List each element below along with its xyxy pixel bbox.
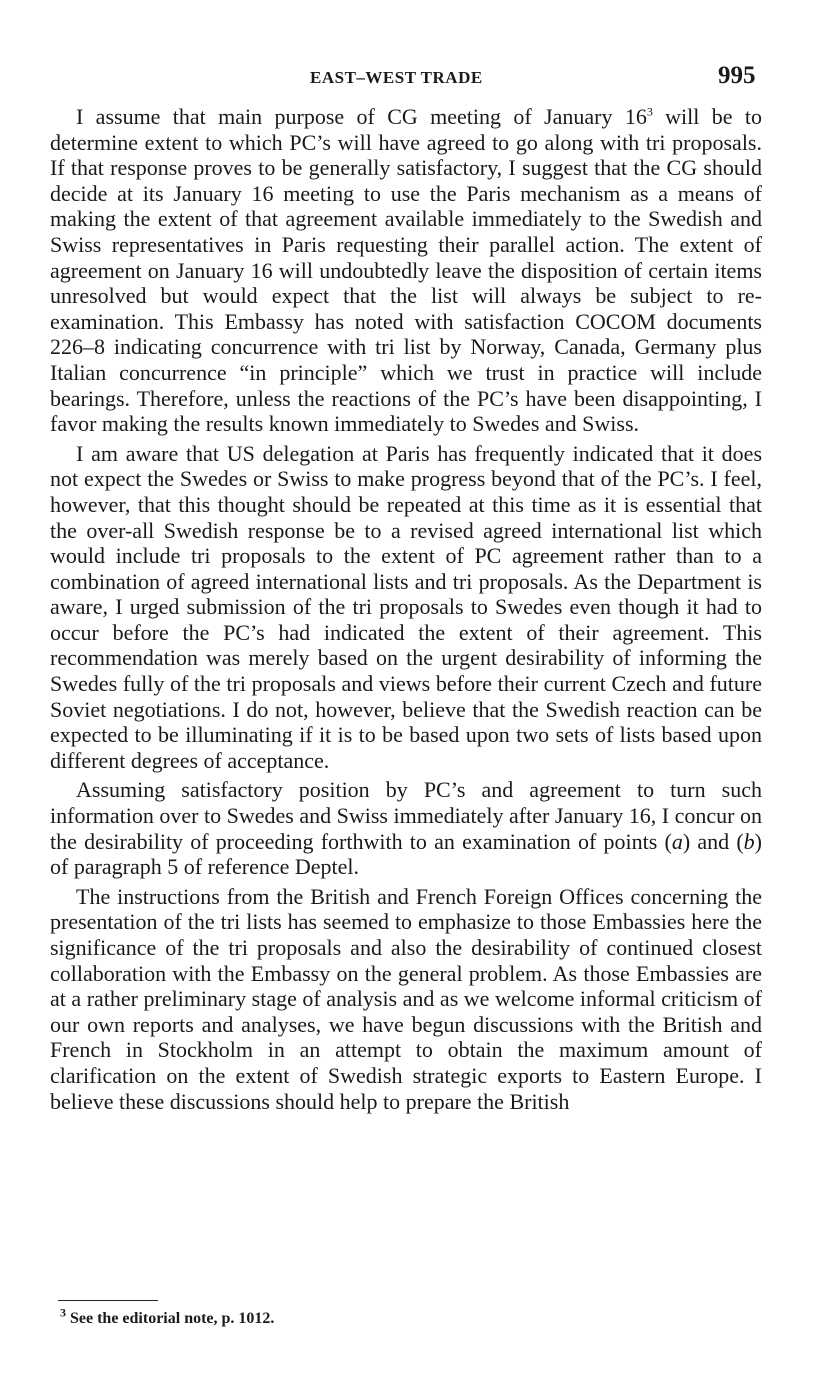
footnote-divider bbox=[58, 1300, 158, 1301]
page-number: 995 bbox=[718, 62, 756, 89]
paragraph-3-text-b: ) and ( bbox=[682, 828, 744, 854]
point-b-label: b bbox=[743, 828, 755, 854]
paragraph-1-text-b: will be to determine extent to which PC’s will have agreed to go along with tri proposals. If that response proves to be generally satisfactory, I suggest that the CG should decide at its January 16 meeting to use the Paris mechanism as a means of making the extent of that agreement available immediately to the Swedish and Swiss representatives in Paris requesting their parallel action. The extent of agreement on January 16 will undoubtedly leave the disposition of certain items unresolved but would expect that the list will always be subject to re-examination. This Embassy has noted with satisfaction COCOM documents 226–8 indicating concurrence with tri list by Norway, Canada, Germany plus Italian concurrence “in principle” which we trust in practice will include bearings. Therefore, unless the reactions of the PC’s have been disappointing, I favor making the results known immediately to Swedes and Swiss. bbox=[50, 104, 762, 437]
paragraph-3-text-c: ) of paragraph 5 of reference Deptel. bbox=[50, 828, 762, 880]
footnote-text: See the editorial note, p. 1012. bbox=[66, 1310, 275, 1327]
paragraph-4: The instructions from the British and French Foreign Offices concerning the presentation of the tri lists has seemed to emphasize to those Embassies here the significance of the tri proposals and also the desirability of continued closest collaboration with the Embassy on the general problem. As those Embassies are at a rather preliminary stage of analysis and as we welcome informal criticism of our own reports and analyses, we have begun discussions with the British and French in Stockholm in an attempt to obtain the maximum amount of clarification on the extent of Swedish strategic exports to Eastern Europe. I believe these discussions should help to prepare the British bbox=[50, 883, 762, 1114]
footnote-marker: 3 bbox=[60, 1305, 66, 1320]
point-a-label: a bbox=[671, 828, 683, 854]
body-text bbox=[50, 104, 762, 1118]
running-title: EAST–WEST TRADE bbox=[310, 68, 483, 87]
paragraph-1 bbox=[50, 104, 762, 437]
footnote bbox=[60, 1305, 760, 1328]
footnote-reference: 3 bbox=[646, 104, 653, 119]
paragraph-1-text-a: I assume that main purpose of CG meeting of January 16 bbox=[76, 104, 647, 129]
running-head bbox=[0, 62, 838, 102]
paragraph-3 bbox=[50, 777, 762, 879]
paragraph-2: I am aware that US delegation at Paris has frequently indicated that it does not expect the Swedes or Swiss to make progress beyond that of the PC’s. I feel, however, that this thought should be repeated at this time as it is essential that the over-all Swedish response be to a revised agreed international list which would include tri proposals to the extent of PC agreement rather than to a combination of agreed international lists and tri proposals. As the Department is aware, I urged submission of the tri proposals to Swedes even though it had to occur before the PC’s had indicated the extent of their agreement. This recommendation was merely based on the urgent desirability of informing the Swedes fully of the tri proposals and views before their current Czech and future Soviet negotiations. I do not, however, believe that the Swedish reaction can be expected to be illuminating if it is to be based upon two sets of lists based upon different degrees of acceptance. bbox=[50, 440, 762, 773]
paragraph-3-text-a: Assuming satisfactory position by PC’s and agreement to turn such information over to Swedes and Swiss immediately after January 16, I concur on the desirability of proceeding forthwith to an examination of points ( bbox=[50, 777, 762, 854]
